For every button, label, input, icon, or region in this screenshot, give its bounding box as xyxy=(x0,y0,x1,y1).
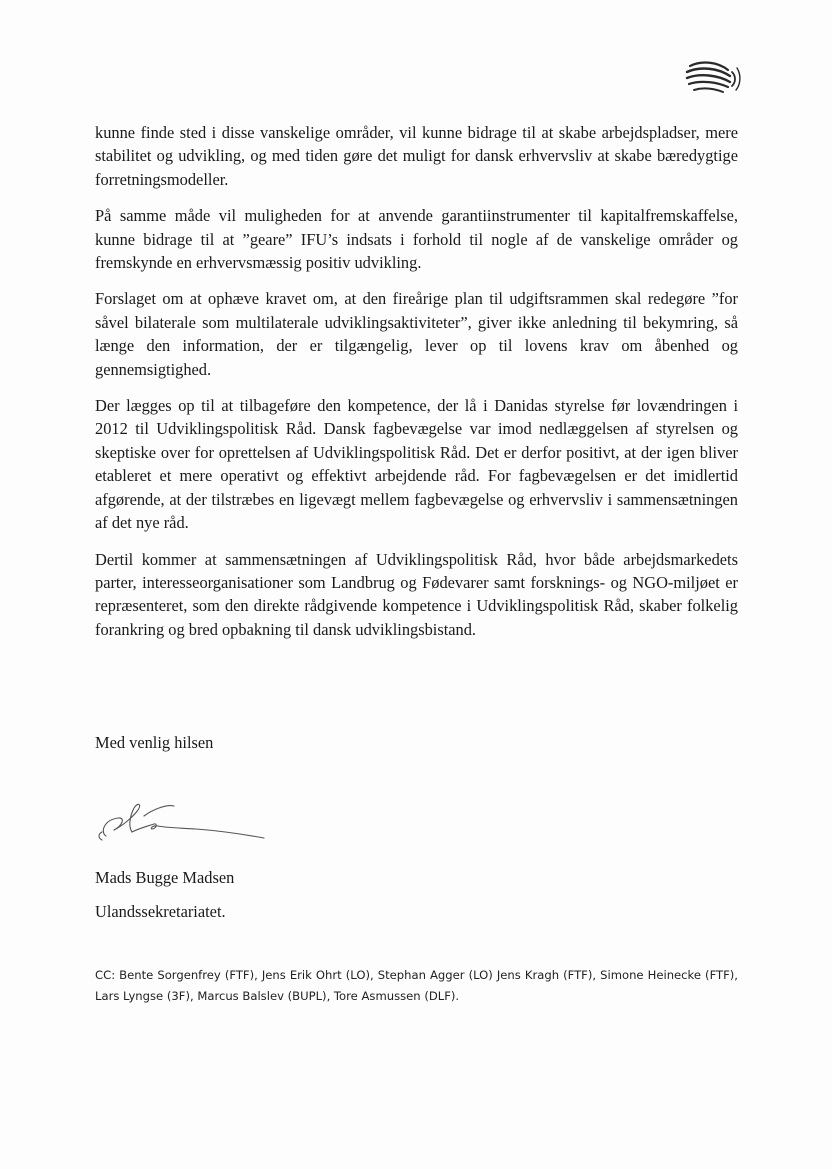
handwritten-signature-icon xyxy=(92,796,272,856)
paragraph-1: kunne finde sted i disse vanskelige områder, vil kunne bidrage til at skabe arbejdspladser, mere stabilitet og udvikling, og med tiden gøre det muligt for dansk erhvervsliv at skabe bæredygtige forretningsmodeller. xyxy=(95,123,738,189)
paragraph-5: Dertil kommer at sammensætningen af Udviklingspolitisk Råd, hvor både arbejdsmarkedets parter, interesseorganisationer som Landbrug og Fødevarer samt forsknings- og NGO-miljøet er repræsenteret, som den direkte rådgivende kompetence i Udviklingspolitisk Råd, skaber folkelig forankring og bred opbakning til dansk udviklingsbistand. xyxy=(95,549,738,639)
cc-recipients: CC: Bente Sorgenfrey (FTF), Jens Erik Ohrt (LO), Stephan Agger (LO) Jens Kragh (FTF), Simone Heinecke (FTF), Lars Lyngse (3F), Marcus Balslev (BUPL), Tore Asmussen (DLF). xyxy=(95,968,738,1003)
globe-logo-icon xyxy=(684,56,744,100)
paragraph-3: Forslaget om at ophæve kravet om, at den fireårige plan til udgiftsrammen skal redegøre ”for såvel bilaterale som multilaterale udviklingsaktiviteter”, giver ikke anledning til bekymring, så længe den information, der er tilgængelig, lever op til lovens krav om åbenhed og gennemsigtighed. xyxy=(95,289,738,379)
paragraph-2: På samme måde vil muligheden for at anvende garantiinstrumenter til kapitalfremskaffelse, kunne bidrage til at ”geare” IFU’s indsats i forhold til nogle af de vanskelige områder og fremskynde en erhvervsmæssig positiv udvikling. xyxy=(95,206,738,273)
paragraph-4: Der lægges op til at tilbageføre den kompetence, der lå i Danidas styrelse før lovændringen i 2012 til Udviklingspolitisk Råd. Dansk fagbevægelse var imod nedlæggelsen af styrelsen og skeptiske over for oprettelsen af Udviklingspolitisk Råd. Det er derfor positivt, at der igen bliver etableret et mere operativt og effektivt arbejdende råd. For fagbevægelsen er det imidlertid afgørende, at der tilstræbes en ligevægt mellem fagbevægelse og erhvervsliv i sammensætningen af det nye råd. xyxy=(95,396,738,533)
signer-organization: Ulandssekretariatet. xyxy=(95,902,226,921)
signer-name: Mads Bugge Madsen xyxy=(95,868,235,887)
letter-body xyxy=(95,121,738,654)
closing-salutation: Med venlig hilsen xyxy=(95,733,214,752)
